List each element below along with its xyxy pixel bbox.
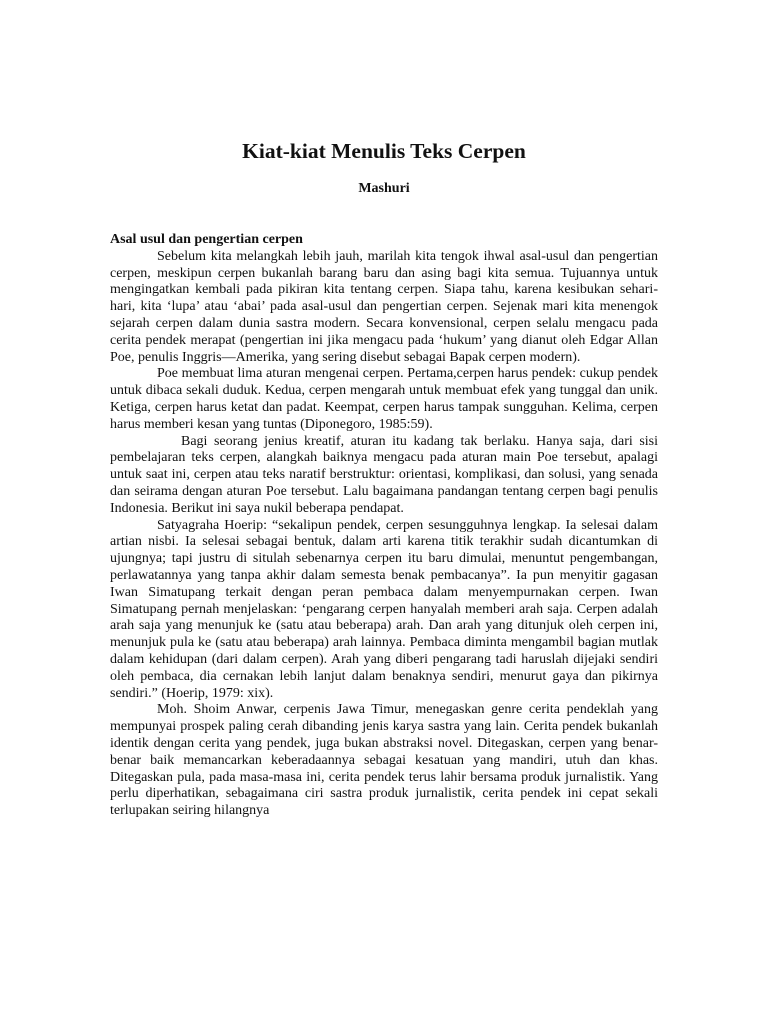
paragraph-1: Sebelum kita melangkah lebih jauh, marilah kita tengok ihwal asal-usul dan pengertian cerpen, meskipun cerpen bukanlah barang baru dan asing bagi kita semua. Tujuannya untuk mengingatkan kembali pada pikiran kita tentang cerpen. Siapa tahu, karena kesibukan sehari-hari, kita ‘lupa’ atau ‘abai’ pada asal-usul dan pengertian cerpen. Sejenak mari kita menengok sejarah cerpen dalam dunia sastra modern. Secara konvensional, cerpen selalu mengacu pada cerita pendek merapat (pengertian ini jika mengacu pada ‘hukum’ yang dianut oleh Edgar Allan Poe, penulis Inggris—Amerika, yang sering disebut sebagai Bapak cerpen modern). [110,248,658,365]
paragraph-4: Satyagraha Hoerip: “sekalipun pendek, cerpen sesungguhnya lengkap. Ia selesai dalam artian nisbi. Ia selesai sebagai bentuk, dalam arti karena titik terakhir sudah dicantumkan di ujungnya; tapi justru di situlah sebenarnya cerpen itu baru dimulai, menuntut pengembangan, perlawatannya yang tanpa akhir dalam semesta benak pembacanya”. Ia pun menyitir gagasan Iwan Simatupang terkait dengan peran pembaca dalam menyempurnakan cerpen. Iwan Simatupang pernah menjelaskan: ‘pengarang cerpen hanyalah memberi arah saja. Cerpen adalah arah saja yang menunjuk ke (satu atau beberapa) arah. Dan arah yang ditunjuk oleh cerpen ini, menunjuk pula ke (satu atau beberapa) arah lainnya. Pembaca diminta mengambil bagian mutlak dalam kehidupan (dari dalam cerpen). Arah yang diberi pengarang tadi haruslah dijejaki sendiri oleh pembaca, dia cernakan lebih lanjut dalam benaknya sendiri, menurut gaya dan pikirnya sendiri.” (Hoerip, 1979: xix). [110,517,658,701]
author-name: Mashuri [358,181,410,196]
document-title: Kiat-kiat Menulis Teks Cerpen [242,139,526,163]
paragraph-3: Bagi seorang jenius kreatif, aturan itu kadang tak berlaku. Hanya saja, dari sisi pembelajaran teks cerpen, alangkah baiknya mengacu pada aturan main Poe tersebut, apalagi untuk saat ini, cerpen atau teks naratif berstruktur: orientasi, komplikasi, dan solusi, yang senada dan seirama dengan aturan Poe tersebut. Lalu bagaimana pandangan tentang cerpen bagi penulis Indonesia. Berikut ini saya nukil beberapa pendapat. [110,433,658,516]
section-heading: Asal usul dan pengertian cerpen [110,232,303,247]
paragraph-2: Poe membuat lima aturan mengenai cerpen. Pertama,cerpen harus pendek: cukup pendek untuk dibaca sekali duduk. Kedua, cerpen mengarah untuk membuat efek yang tunggal dan unik. Ketiga, cerpen harus ketat dan padat. Keempat, cerpen harus tampak sungguhan. Kelima, cerpen harus memberi kesan yang tuntas (Diponegoro, 1985:59). [110,366,658,432]
paragraph-5: Moh. Shoim Anwar, cerpenis Jawa Timur, menegaskan genre cerita pendeklah yang mempunyai prospek paling cerah dibanding jenis karya sastra yang lain. Cerita pendek bukanlah identik dengan cerita yang pendek, juga bukan abstraksi novel. Ditegaskan, cerpen yang benar-benar baik memancarkan keberadaannya sebagai kesatuan yang mandiri, utuh dan khas. Ditegaskan pula, pada masa-masa ini, cerita pendek terus lahir bersama produk jurnalistik. Yang perlu diperhatikan, sebagaimana ciri sastra produk jurnalistik, cerita pendek ini cepat sekali terlupakan seiring hilangnya [110,702,658,819]
document-body [110,232,658,820]
